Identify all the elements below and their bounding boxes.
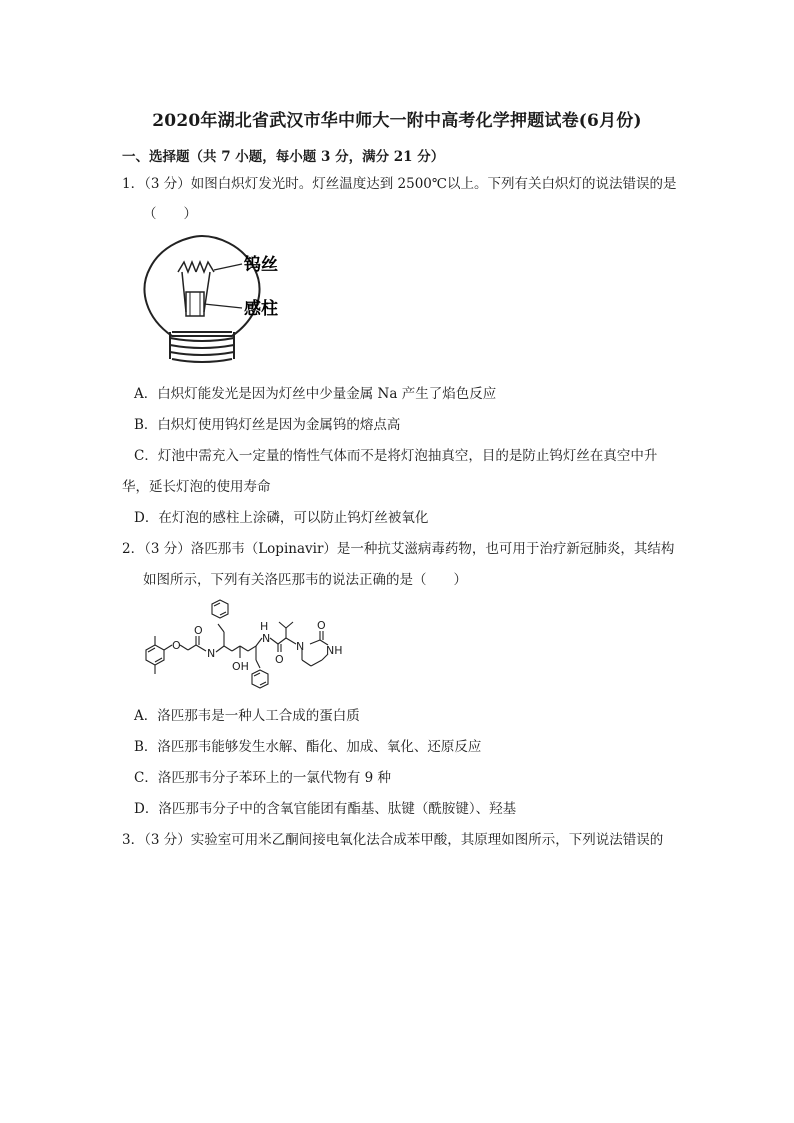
question-1-answer-blank: （ ） [143,206,197,222]
question-2-option-d: D．洛匹那韦分子中的含氧官能团有酯基、肽键（酰胺键）、羟基 [134,801,517,817]
question-2-option-b: B．洛匹那韦能够发生水解、酯化、加成、氧化、还原反应 [134,739,482,755]
question-1-option-b: B．白炽灯使用钨灯丝是因为金属钨的熔点高 [134,417,401,433]
label-tungsten-wire: 钨丝 [244,255,278,275]
page-title: 2020年湖北省武汉市华中师大一附中高考化学押题试卷(6月份) [152,111,642,131]
question-1-option-c: C．灯池中需充入一定量的惰性气体而不是将灯泡抽真空，目的是防止钨灯丝在真空中升 [134,448,658,464]
light-bulb-figure [138,232,298,372]
atom-oh: OH [232,660,249,673]
lopinavir-structure [136,598,366,696]
atom-n-amide-1: N [207,647,216,660]
question-2-stem-continued: 如图所示，下列有关洛匹那韦的说法正确的是（ ） [143,572,467,588]
question-3-stem: 3．（3 分）实验室可用米乙酮间接电氧化法合成苯甲酸，其原理如图所示，下列说法错误的 [122,832,664,848]
atom-o-ring: O [317,619,326,632]
bulb-stem-pillar [186,292,204,316]
atom-o-carbonyl-1: O [194,624,203,637]
question-2-option-a: A．洛匹那韦是一种人工合成的蛋白质 [134,708,360,724]
label-pillar: 感柱 [244,299,278,319]
question-1-option-d: D．在灯泡的感柱上涂磷，可以防止钨灯丝被氧化 [134,510,429,526]
atom-n-amide-2: N [262,632,271,645]
question-1-option-a: A．白炽灯能发光是因为灯丝中少量金属 Na 产生了焰色反应 [134,386,497,402]
question-2-stem: 2．（3 分）洛匹那韦（Lopinavir）是一种抗艾滋病毒药物，也可用于治疗新冠肺炎，其结构 [122,541,675,557]
atom-n-ring: N [296,640,305,653]
atom-h-amide-2: H [260,620,269,633]
atom-o-carbonyl-2: O [275,653,284,666]
question-1-stem: 1．（3 分）如图白炽灯发光时。灯丝温度达到 2500℃以上。下列有关白炽灯的说法错误的是 [122,176,677,192]
bulb-filament [178,262,214,272]
question-1-option-c-continued: 华，延长灯泡的使用寿命 [122,479,271,495]
atom-nh-ring: NH [326,644,343,657]
question-2-option-c: C．洛匹那韦分子苯环上的一氯代物有 9 种 [134,770,392,786]
atom-o-ether: O [172,639,181,652]
bulb-glass [145,236,260,336]
section-heading: 一、选择题（共 7 小题，每小题 3 分，满分 21 分） [122,149,445,165]
